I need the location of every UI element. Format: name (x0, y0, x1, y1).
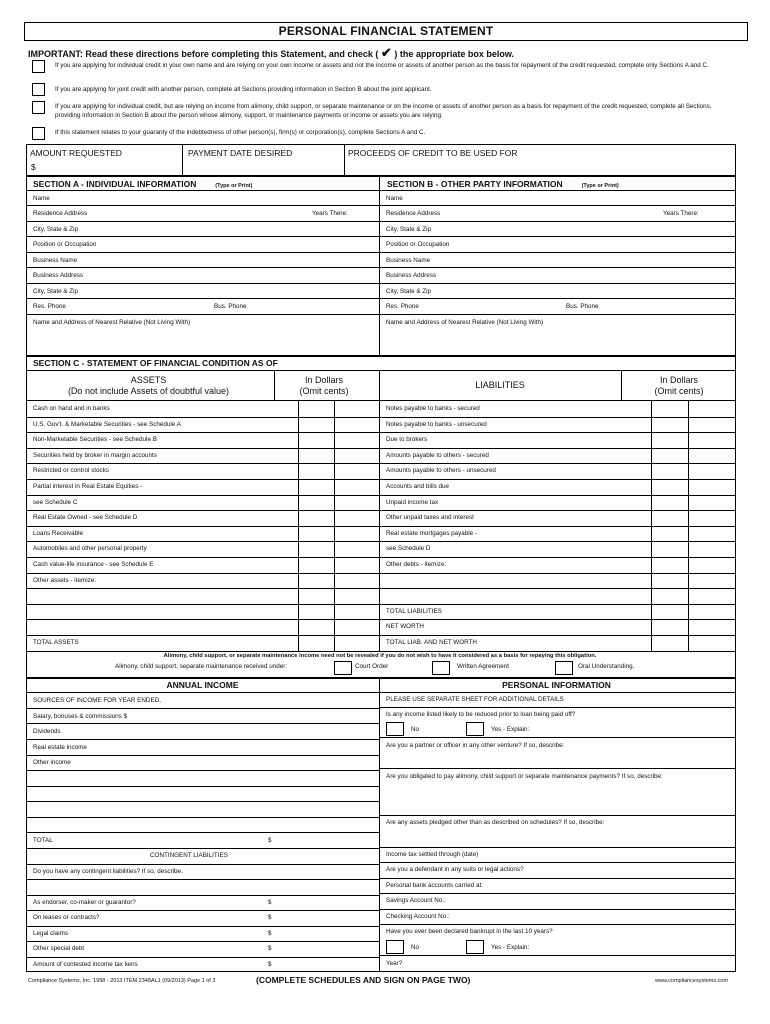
personal-row-divider (379, 815, 735, 816)
legal-dollar: $ (268, 930, 272, 937)
instruction-checkbox-4[interactable] (32, 127, 45, 140)
asset-row-label: Partial interest in Real Estate Equities - (33, 483, 143, 490)
asset-cents-cell[interactable] (334, 495, 380, 511)
asset-row-label: Cash on hand and in banks (33, 405, 110, 412)
income-row-divider (26, 739, 380, 740)
b-city2[interactable]: City, State & Zip (386, 288, 432, 295)
personal-row-divider (379, 847, 735, 848)
liability-row-label: NET WORTH (386, 623, 424, 630)
proceeds-label[interactable]: PROCEEDS OF CREDIT TO BE USED FOR (348, 148, 518, 158)
liability-cents-cell[interactable] (688, 510, 735, 526)
asset-row-label: TOTAL ASSETS (33, 639, 79, 646)
liability-cents-cell[interactable] (688, 448, 735, 464)
other-debt-dollar: $ (268, 945, 272, 952)
liability-cents-cell[interactable] (688, 432, 735, 448)
row-divider (26, 267, 735, 268)
personal-info-title: PERSONAL INFORMATION (502, 680, 611, 690)
instruction-4: If this statement relates to your guaranty of the indebtedness of other person(s), firm(s) or corporation(s), complete Sections A and C. (55, 129, 426, 136)
personal-row-divider (379, 893, 735, 894)
income-row-divider (26, 864, 380, 865)
b-years: Years There: (663, 210, 699, 217)
personal-obligated[interactable]: Are you obligated to pay alimony, child support or separate maintenance payments? If so, describe: (386, 773, 663, 780)
income-row-divider (26, 895, 380, 896)
asset-cents-cell[interactable] (334, 635, 380, 651)
personal-bank-accounts[interactable]: Personal bank accounts carried at: (386, 882, 483, 889)
page-title: PERSONAL FINANCIAL STATEMENT (24, 22, 748, 41)
row-divider (26, 635, 735, 636)
liability-amount-cell[interactable] (651, 573, 688, 589)
section-b-title: SECTION B - OTHER PARTY INFORMATION (Type or Print) (387, 179, 619, 189)
court-order-label: Court Order (355, 663, 389, 670)
asset-cents-cell[interactable] (334, 448, 380, 464)
liability-amount-cell[interactable] (651, 463, 688, 479)
row-divider (26, 495, 735, 496)
payment-date-label[interactable]: PAYMENT DATE DESIRED (188, 148, 293, 158)
income-row-divider (26, 910, 380, 911)
personal-row-divider (379, 878, 735, 879)
footer-left: Compliance Systems, Inc. 1998 - 2013 ITEM 2348AL1 (09/2013) Page 1 of 3 (28, 978, 216, 984)
personal-tax-settled[interactable]: Income tax settled through (date) (386, 851, 479, 858)
personal-row-divider (379, 955, 735, 956)
liability-amount-cell[interactable] (651, 510, 688, 526)
reduced-no-label: No (411, 726, 420, 733)
asset-row-label: Other assets - itemize: (33, 577, 96, 584)
a-position[interactable]: Position or Occupation (33, 241, 97, 248)
assets-omit-cents: (Omit cents) (299, 386, 349, 396)
section-c-title: SECTION C - STATEMENT OF FINANCIAL CONDITION AS OF (33, 358, 278, 368)
personal-defendant[interactable]: Are you a defendant in any suits or legal actions? (386, 866, 524, 873)
asset-row-label: U.S. Gov't. & Marketable Securities - see Schedule A (33, 421, 181, 428)
personal-row-divider (379, 924, 735, 925)
b-business-name[interactable]: Business Name (386, 257, 431, 264)
amount-requested-label: AMOUNT REQUESTED (30, 148, 122, 158)
row-divider (26, 417, 735, 418)
liability-cents-cell[interactable] (688, 401, 735, 417)
instruction-checkbox-1[interactable] (32, 60, 45, 73)
income-row-divider (26, 723, 380, 724)
liability-amount-cell[interactable] (651, 588, 688, 604)
instruction-2: If you are applying for joint credit with another person, complete all Sections providing information in Section B about the joint applicant. (55, 86, 432, 93)
asset-amount-cell[interactable] (298, 495, 334, 511)
contingent-question[interactable]: Do you have any contingent liabilities? If so, describe. (33, 868, 183, 875)
liability-cents-cell[interactable] (688, 619, 735, 635)
income-row-divider (26, 926, 380, 927)
personal-row-divider (379, 737, 735, 738)
liability-amount-cell[interactable] (651, 557, 688, 573)
row-divider (26, 463, 735, 464)
asset-amount-cell[interactable] (298, 401, 334, 417)
asset-row-label: Non-Marketable Securities - see Schedule B (33, 436, 157, 443)
asset-amount-cell[interactable] (298, 510, 334, 526)
contingent-contested[interactable]: Amount of contested income tax liens (33, 961, 138, 968)
liability-cents-cell[interactable] (688, 479, 735, 495)
b-name[interactable]: Name (386, 195, 403, 202)
liability-row-label: TOTAL LIAB. AND NET WORTH (386, 639, 477, 646)
asset-cents-cell[interactable] (334, 619, 380, 635)
a-res-phone[interactable]: Res. Phone (33, 303, 66, 310)
important-text-before: IMPORTANT: Read these directions before completing this Statement, and check ( (28, 49, 379, 59)
contingent-legal[interactable]: Legal claims (33, 930, 68, 937)
row-divider (26, 252, 735, 253)
liability-row-label: Notes payable to banks - unsecured (386, 421, 487, 428)
footer-center: (COMPLETE SCHEDULES AND SIGN ON PAGE TWO) (256, 975, 471, 985)
a-city[interactable]: City, State & Zip (33, 226, 79, 233)
income-row-divider (26, 832, 380, 833)
liab-in-dollars: In Dollars (659, 375, 698, 385)
oral-understanding-label: Oral Understanding. (578, 663, 635, 670)
liability-row-label: TOTAL LIABILITIES (386, 608, 442, 615)
liability-row-label: see Schedule D (386, 545, 431, 552)
asset-amount-cell[interactable] (298, 417, 334, 433)
liability-amount-cell[interactable] (651, 417, 688, 433)
row-divider (26, 588, 735, 589)
personal-row-divider (379, 707, 735, 708)
contested-dollar: $ (268, 961, 272, 968)
liability-amount-cell[interactable] (651, 526, 688, 542)
personal-pledged[interactable]: Are any assets pledged other than as described on schedules? If so, describe: (386, 819, 605, 826)
row-divider (26, 283, 735, 284)
section-a-title: SECTION A - INDIVIDUAL INFORMATION (Type or Print) (33, 179, 253, 189)
liability-amount-cell[interactable] (651, 448, 688, 464)
a-business-name[interactable]: Business Name (33, 257, 78, 264)
liability-amount-cell[interactable] (651, 604, 688, 620)
footer-right: www.compliancesystems.com (655, 978, 729, 984)
personal-separate: PLEASE USE SEPARATE SHEET FOR ADDITIONAL DETAILS (386, 696, 564, 703)
asset-cents-cell[interactable] (334, 417, 380, 433)
asset-amount-cell[interactable] (298, 557, 334, 573)
liability-cents-cell[interactable] (688, 541, 735, 557)
important-directions (28, 45, 514, 61)
liability-cents-cell[interactable] (688, 557, 735, 573)
liability-row-label: Due to brokers (386, 436, 428, 443)
income-sources[interactable]: SOURCES OF INCOME FOR YEAR ENDED, (33, 697, 161, 704)
asset-row-label: Securities held by broker in margin accounts (33, 452, 157, 459)
row-divider (26, 221, 735, 222)
liab-omit-cents: (Omit cents) (654, 386, 704, 396)
a-years: Years There: (312, 210, 348, 217)
asset-cents-cell[interactable] (334, 541, 380, 557)
asset-cents-cell[interactable] (334, 526, 380, 542)
row-divider (26, 604, 735, 605)
row-divider (26, 432, 735, 433)
asset-amount-cell[interactable] (298, 448, 334, 464)
liability-amount-cell[interactable] (651, 432, 688, 448)
row-divider (26, 557, 735, 558)
asset-cents-cell[interactable] (334, 432, 380, 448)
asset-row-label: Loans Receivable (33, 530, 84, 537)
liability-cents-cell[interactable] (688, 604, 735, 620)
liability-amount-cell[interactable] (651, 401, 688, 417)
liability-amount-cell[interactable] (651, 635, 688, 651)
income-row-divider (26, 755, 380, 756)
liability-row-label: Notes payable to banks - secured (386, 405, 480, 412)
personal-row-divider (379, 768, 735, 769)
asset-cents-cell[interactable] (334, 557, 380, 573)
contingent-leases[interactable]: On leases or contracts? (33, 914, 100, 921)
personal-year[interactable]: Year? (386, 960, 403, 967)
written-agreement-checkbox[interactable] (432, 661, 450, 675)
asset-cents-cell[interactable] (334, 479, 380, 495)
income-row-divider (26, 957, 380, 958)
written-agreement-label: Written Agreement (457, 663, 510, 670)
asset-amount-cell[interactable] (298, 463, 334, 479)
asset-amount-cell[interactable] (298, 619, 334, 635)
reduced-yes-checkbox[interactable] (466, 722, 484, 736)
liability-row-label: Amounts payable to others - secured (386, 452, 489, 459)
contingent-endorser[interactable]: As endorser, co-maker or guarantor? (33, 899, 136, 906)
row-divider (26, 526, 735, 527)
assets-note: (Do not include Assets of doubtful value) (67, 386, 230, 396)
personal-checking[interactable]: Checking Account No.: (386, 913, 450, 920)
bankrupt-no-label: No (411, 944, 420, 951)
row-divider (26, 619, 735, 620)
b-position[interactable]: Position or Occupation (386, 241, 450, 248)
liability-cents-cell[interactable] (688, 417, 735, 433)
liability-cents-cell[interactable] (688, 588, 735, 604)
asset-row-label: Automobiles and other personal property (33, 545, 147, 552)
asset-row-label: Real Estate Owned - see Schedule D (33, 514, 138, 521)
asset-cents-cell[interactable] (334, 463, 380, 479)
bankrupt-yes-label: Yes - Explain: (491, 944, 530, 951)
personal-row-divider (379, 862, 735, 863)
liability-cents-cell[interactable] (688, 526, 735, 542)
liability-row-label: Real estate mortgages payable - (386, 530, 478, 537)
b-bus-phone[interactable]: Bus. Phone (566, 303, 599, 310)
asset-amount-cell[interactable] (298, 432, 334, 448)
instruction-checkbox-3[interactable] (32, 101, 45, 114)
b-res-phone[interactable]: Res. Phone (386, 303, 419, 310)
reduced-no-checkbox[interactable] (386, 722, 404, 736)
liability-row-label: Unpaid income tax (386, 499, 439, 506)
contingent-other-debt[interactable]: Other special debt (33, 945, 85, 952)
liability-row-label: Amounts payable to others - unsecured (386, 467, 496, 474)
liability-row-label: Other unpaid taxes and interest (386, 514, 474, 521)
b-business-address[interactable]: Business Address (386, 272, 437, 279)
bankrupt-no-checkbox[interactable] (386, 940, 404, 954)
amount-requested-input[interactable]: $ (31, 162, 36, 172)
row-divider (26, 510, 735, 511)
income-row-divider (26, 879, 380, 880)
income-real-estate[interactable]: Real estate income (33, 744, 87, 751)
personal-partner[interactable]: Are you a partner or officer in any other venture? If so, describe: (386, 742, 565, 749)
income-total-dollar[interactable]: $ (268, 837, 272, 844)
liability-amount-cell[interactable] (651, 479, 688, 495)
liability-row-label: Accounts and bills due (386, 483, 450, 490)
asset-row-label: see Schedule C (33, 499, 78, 506)
asset-amount-cell[interactable] (298, 541, 334, 557)
asset-cents-cell[interactable] (334, 604, 380, 620)
asset-row-label: Restricted or control stocks (33, 467, 109, 474)
personal-reduced: Is any income listed likely to be reduced prior to loan being paid off? (386, 711, 576, 718)
a-relative[interactable]: Name and Address of Nearest Relative (Not Living With) (33, 319, 191, 326)
endorser-dollar: $ (268, 899, 272, 906)
asset-row-label: Cash value-life insurance - see Schedule E (33, 561, 154, 568)
income-row-divider (26, 941, 380, 942)
alimony-notice: Alimony, child support, or separate maintenance income need not be revealed if you do not wish to have it considered as a basis for repaying this obligation. (163, 653, 597, 659)
income-row-divider (26, 801, 380, 802)
asset-cents-cell[interactable] (334, 401, 380, 417)
income-row-divider (26, 848, 380, 849)
sections-a-b (26, 176, 736, 356)
row-divider (26, 314, 735, 315)
leases-dollar: $ (268, 914, 272, 921)
liability-cents-cell[interactable] (688, 463, 735, 479)
income-salary[interactable]: Salary, bonuses & commissions $ (33, 713, 128, 720)
annual-income-title: ANNUAL INCOME (166, 680, 239, 690)
personal-row-divider (379, 909, 735, 910)
oral-understanding-checkbox[interactable] (555, 661, 573, 675)
asset-amount-cell[interactable] (298, 604, 334, 620)
income-total: TOTAL (33, 837, 53, 844)
liability-cents-cell[interactable] (688, 495, 735, 511)
row-divider (26, 298, 735, 299)
b-residence[interactable]: Residence Address (386, 210, 441, 217)
asset-cents-cell[interactable] (334, 588, 380, 604)
liability-amount-cell[interactable] (651, 619, 688, 635)
asset-cents-cell[interactable] (334, 573, 380, 589)
assets-in-dollars: In Dollars (304, 375, 343, 385)
personal-bankrupt: Have you ever been declared bankrupt in the last 10 years? (386, 928, 553, 935)
a-name[interactable]: Name (33, 195, 50, 202)
asset-cents-cell[interactable] (334, 510, 380, 526)
liability-cents-cell[interactable] (688, 573, 735, 589)
asset-amount-cell[interactable] (298, 588, 334, 604)
b-relative[interactable]: Name and Address of Nearest Relative (Not Living With) (386, 319, 544, 326)
contingent-title: CONTINGENT LIABILITIES (150, 852, 228, 859)
row-divider (26, 541, 735, 542)
asset-amount-cell[interactable] (298, 526, 334, 542)
reduced-yes-label: Yes - Explain: (491, 726, 530, 733)
row-divider (26, 448, 735, 449)
income-row-divider (26, 786, 380, 787)
assets-header: ASSETS (130, 375, 167, 385)
b-city[interactable]: City, State & Zip (386, 226, 432, 233)
income-row-divider (26, 708, 380, 709)
row-divider (26, 573, 735, 574)
income-row-divider (26, 770, 380, 771)
row-divider (26, 205, 735, 206)
asset-amount-cell[interactable] (298, 635, 334, 651)
instruction-1: If you are applying for individual credit in your own name and are relying on your own income or assets and not the income or assets of another person as the basis for repayment of the credit requested, complete only Sections A and C. (55, 62, 709, 69)
a-city2[interactable]: City, State & Zip (33, 288, 79, 295)
row-divider (26, 236, 735, 237)
alimony-received: Alimony, child support, separate maintenance received under: (115, 663, 288, 670)
a-bus-phone[interactable]: Bus. Phone (214, 303, 247, 310)
row-divider (26, 479, 735, 480)
instruction-3: If you are applying for individual credit, but are relying on income from alimony, child support, or separate maintenance or on the income or assets of another person as a basis for repayment of the credit requested, complete all Sections, providing information in Section B about the person whose alimony, support, or maintenance payments or income or assets you are relying. (55, 103, 712, 119)
instruction-checkbox-2[interactable] (32, 83, 45, 96)
income-row-divider (26, 817, 380, 818)
liability-cents-cell[interactable] (688, 635, 735, 651)
asset-amount-cell[interactable] (298, 479, 334, 495)
asset-amount-cell[interactable] (298, 573, 334, 589)
liability-amount-cell[interactable] (651, 541, 688, 557)
liabilities-header: LIABILITIES (475, 380, 525, 390)
personal-savings[interactable]: Savings Account No.: (386, 897, 446, 904)
important-text-after: ) the appropriate box below. (394, 49, 515, 59)
court-order-checkbox[interactable] (334, 661, 352, 675)
a-business-address[interactable]: Business Address (33, 272, 84, 279)
a-residence[interactable]: Residence Address (33, 210, 88, 217)
liability-amount-cell[interactable] (651, 495, 688, 511)
bankrupt-yes-checkbox[interactable] (466, 940, 484, 954)
checkmark-icon: ✔ (380, 45, 392, 60)
income-other[interactable]: Other income (33, 759, 71, 766)
liability-row-label: Other debts - itemize: (386, 561, 447, 568)
income-dividends[interactable]: Dividends (33, 728, 61, 735)
